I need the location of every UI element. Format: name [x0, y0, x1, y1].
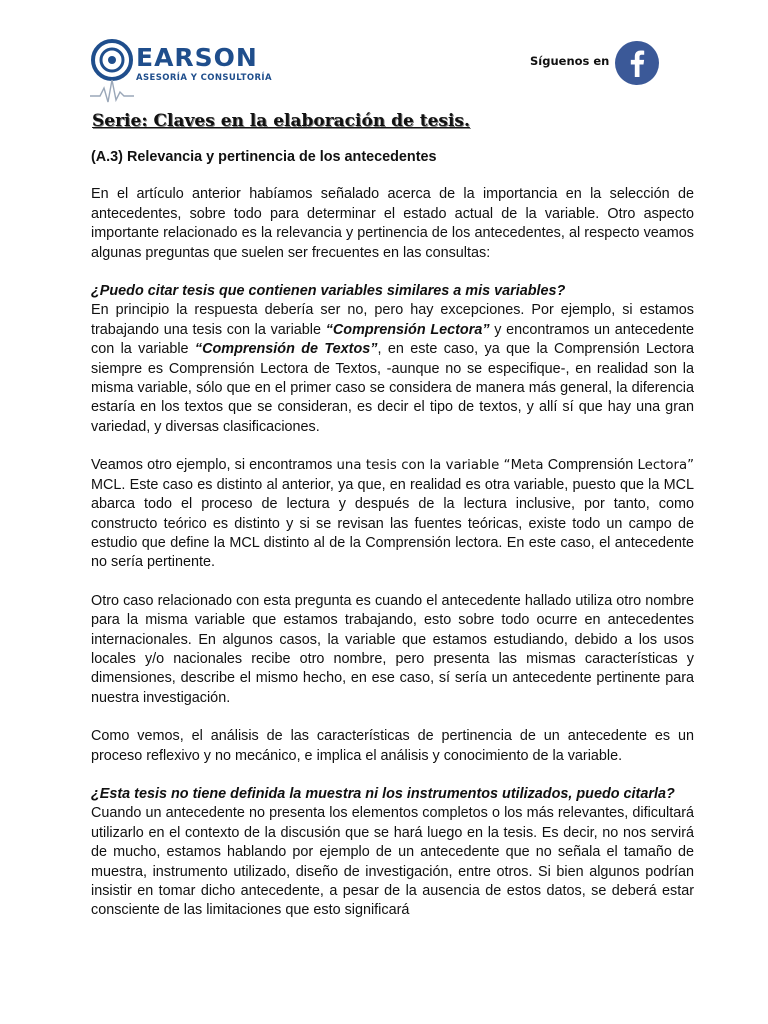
earson-logo-icon: [90, 38, 134, 104]
question-heading: ¿Esta tesis no tiene definida la muestra ni los instrumentos utilizados, puedo citarla?: [91, 785, 675, 802]
brand-logo: [90, 38, 280, 104]
paragraph: Cuando un antecedente no presenta los elementos completos o los más relevantes, dificultará utilizarlo en el contexto de la discusión que se hará luego en la tesis. Es decir, no nos servirá de mucho, estamos hablando por ejemplo de un antecedente que no señala el tamaño de muestra, instrumento utilizado, diseño de investigación, entre otros. Si bien algunos podrían insistir en tomar dicho antecedente, a pesar de la ausencia de estos datos, se deberá estar consciente de las limitaciones que esto significará: [91, 805, 694, 919]
paragraph: Como vemos, el análisis de las características de pertinencia de un antecedente es un proceso reflexivo y no mecánico, e implica el análisis y conocimiento de la variable.: [91, 728, 694, 764]
paragraph: En principio la respuesta debería ser no, pero hay excepciones. Por ejemplo, si estamos trabajando una tesis con la variable “Comprensión Lectora” y encontramos un antecedente con la variable “Comprensión de Textos”, en este caso, ya que la Comprensión Lectora siempre es Comprensión Lectora de Textos, -aunque no se especifique-, en realidad son la misma variable, sólo que en el primer caso se considera de manera más general, la diferencia estaría en los textos que se consideran, es decir el tipo de textos, y allí sí que hay una gran variedad, y diversas clasificaciones.: [91, 302, 695, 435]
section-heading: (A.3) Relevancia y pertinencia de los antecedentes: [91, 149, 437, 165]
facebook-icon[interactable]: [614, 40, 660, 86]
intro-paragraph: En el artículo anterior habíamos señalado acerca de la importancia en la selección de antecedentes, sobre todo para determinar el estado actual de la variable. Otro aspecto importante relacionado es la relevancia y pertinencia de los antecedentes, al respecto veamos algunas preguntas que suelen ser frecuentes en las consultas:: [91, 186, 694, 261]
paragraph: Veamos otro ejemplo, si encontramos una tesis con la variable “Meta Comprensión Lectora” MCL. Este caso es distinto al anterior, ya que, en realidad es otra variable, puesto que la MCL abarca todo el proceso de lectura y después de la lectura inclusive, por tanto, como constructo teórico es distinto y si se revisan las fuentes teóricas, existe todo un campo de estudio que define la MCL distinto al de la Comprensión lectora. En este caso, el antecedente no sería pertinente.: [91, 457, 694, 571]
paragraph: Otro caso relacionado con esta pregunta es cuando el antecedente hallado utiliza otro nombre para la misma variable que estamos trabajando, esto sobre todo ocurre en antecedentes internacionales. En algunos casos, la variable que estamos estudiando, debido a los usos locales y/o nacionales recibe otro nombre, pero presenta las mismas características y dimensiones, describe el mismo hecho, en ese caso, sí sería un antecedente pertinente para nuestra investigación.: [91, 592, 694, 706]
variable-name: “Comprensión de Textos”: [194, 341, 378, 358]
article-body: [91, 148, 694, 921]
question-heading: ¿Puedo citar tesis que contienen variables similares a mis variables?: [91, 283, 566, 300]
series-title: Serie: Claves en la elaboración de tesis.: [92, 111, 470, 131]
follow-label: Síguenos en: [530, 54, 610, 68]
variable-name: “Comprensión Lectora”: [325, 321, 490, 338]
brand-name: EARSON: [136, 43, 258, 72]
brand-tagline: ASESORÍA Y CONSULTORÍA: [136, 73, 272, 83]
